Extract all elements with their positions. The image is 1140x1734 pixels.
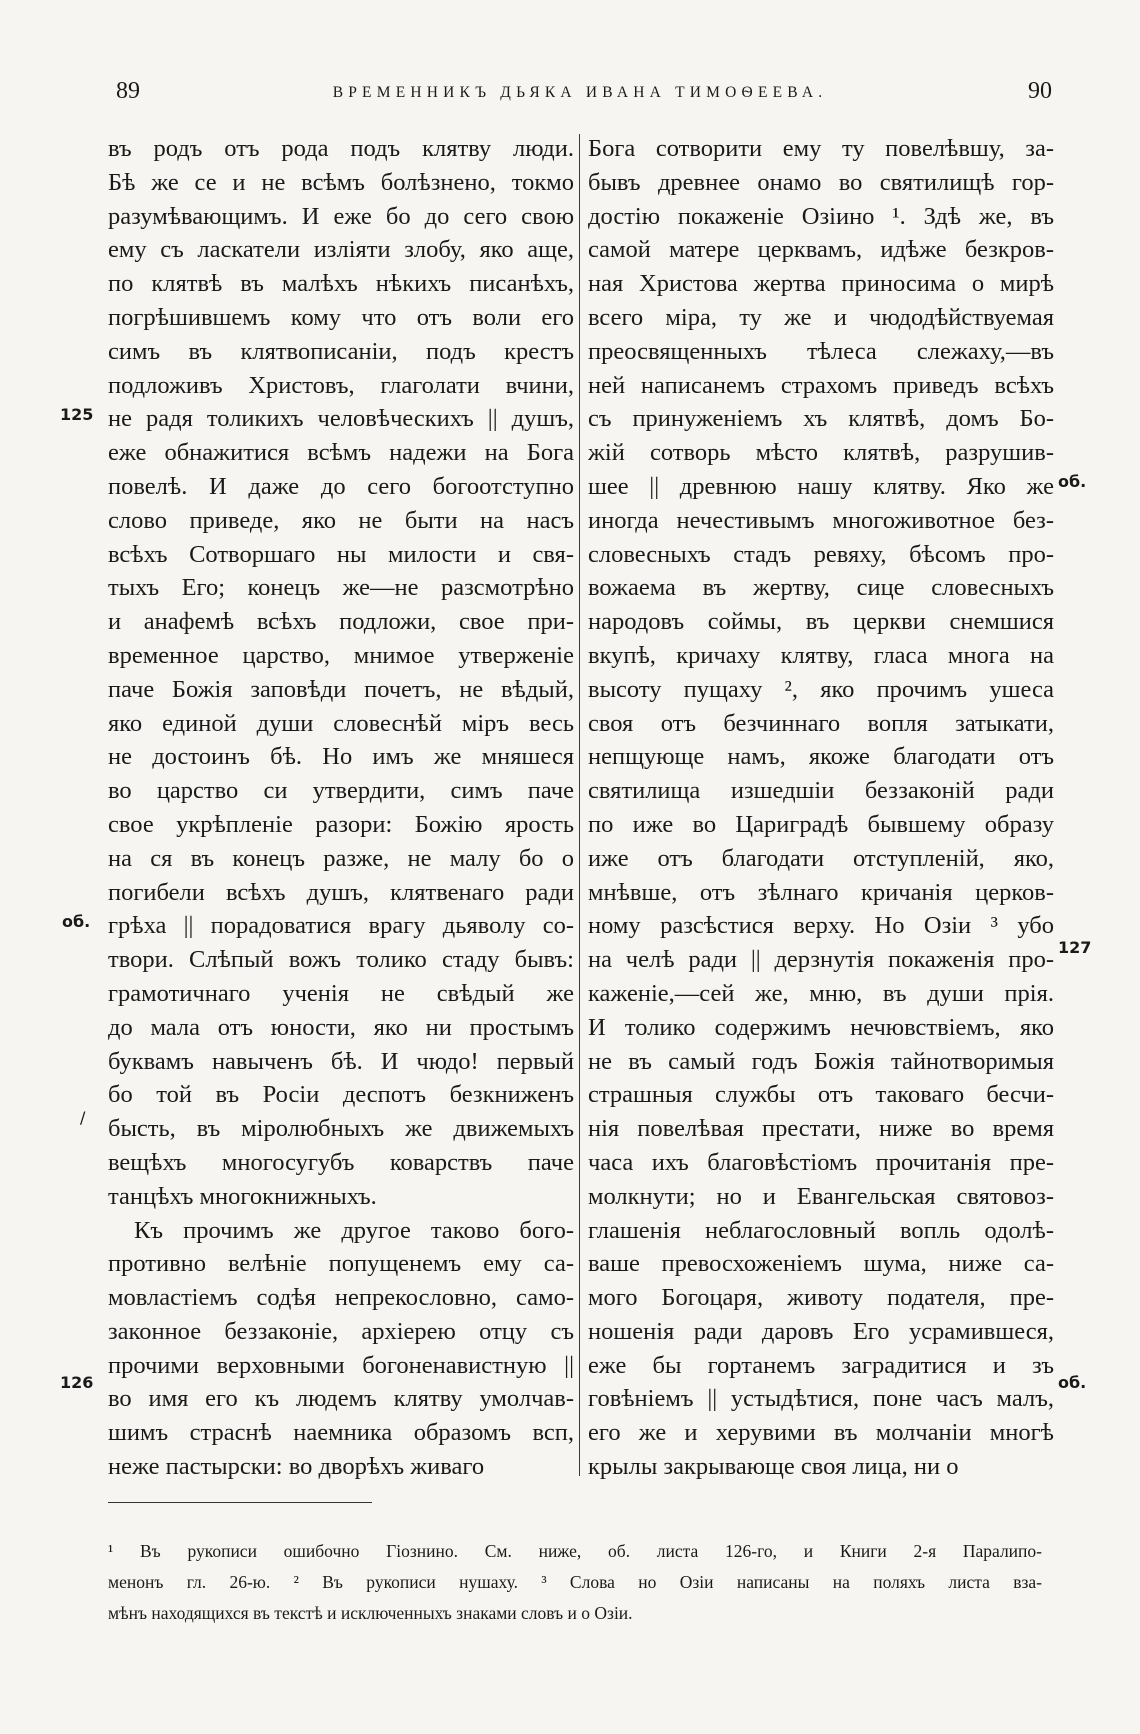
left-column-line: по клятвѣ въ малѣхъ нѣкихъ писанѣхъ,: [108, 270, 574, 298]
right-column-line: ней написанемъ страхомъ приведъ всѣхъ: [588, 371, 1054, 399]
left-column-line: еже обнажитися всѣмъ надежи на Бога: [108, 439, 574, 467]
footnotes-line: ¹ Въ рукописи ошибочно Гіознино. См. ниже, об. листа 126-го, и Книги 2-я Паралипо-: [108, 1541, 1042, 1561]
left-column-line: тыхъ Его; конецъ же—не разсмотрѣно: [108, 574, 574, 602]
right-column-line: на челѣ ради || дерзнутія покаженія про-: [588, 946, 1054, 974]
right-column-line: говѣніемъ || устыдѣтися, поне часъ малъ,: [588, 1385, 1054, 1413]
left-column-line: погибели всѣхъ душъ, клятвенаго ради: [108, 878, 574, 906]
left-column-line: законное беззаконіе, архіерею отцу съ: [108, 1317, 574, 1345]
right-column-line: его же и херувими въ молчаніи многѣ: [588, 1419, 1054, 1447]
left-column-line: и анафемѣ всѣхъ подложи, свое при-: [108, 608, 574, 636]
right-column-line: высоту пущаху ², яко прочимъ ушеса: [588, 675, 1054, 703]
right-column-line: самой матере церквамъ, идѣже безкров-: [588, 236, 1054, 264]
margin-note-127: 127: [1058, 938, 1092, 957]
right-column-line: Бога сотворити ему ту повелѣвшу, за-: [588, 135, 1054, 162]
right-column-line: непщующе намъ, якоже благодати отъ: [588, 743, 1054, 771]
left-column-line: грѣха || порадоватися врагу дьяволу со-: [108, 912, 574, 940]
right-column-line: жій сотворь мѣсто клятвѣ, разрушив-: [588, 439, 1054, 467]
right-column-line: молкнути; но и Евангельская святовоз-: [588, 1182, 1054, 1210]
right-column-line: вкупѣ, кричаху клятву, гласа многа на: [588, 641, 1054, 669]
right-column-line: ношенія ради даровъ Его усрамившеся,: [588, 1317, 1054, 1345]
left-column-line: разумѣвающимъ. И еже бо до сего свою: [108, 202, 574, 230]
right-column-line: крылы закрывающе своя лица, ни о: [588, 1453, 959, 1481]
left-column-line: прочими верховными богоненавистную ||: [108, 1351, 574, 1379]
right-column-line: всего міра, ту же и чюдодѣйствуемая: [588, 303, 1054, 331]
left-column-line: не радя толикихъ человѣческихъ || душъ,: [108, 405, 574, 433]
margin-note-125: 125: [60, 405, 94, 424]
right-column-line: своя отъ безчиннаго вопля затыкати,: [588, 709, 1054, 737]
right-column-line: нія повелѣвая престати, ниже во время: [588, 1115, 1054, 1143]
left-column-line: Бѣ же се и не всѣмъ болѣзнено, токмо: [108, 168, 574, 196]
right-column-line: каженіе,—сей же, мню, въ души прія.: [588, 979, 1054, 1007]
left-column-line: противно велѣніе попущенемъ ему са-: [108, 1250, 574, 1278]
right-column-line: святилища изшедшіи беззаконій ради: [588, 777, 1054, 805]
right-column-line: народовъ соймы, въ церкви снемшися: [588, 608, 1054, 636]
left-column-line: бо той въ Росіи деспотъ безкниженъ: [108, 1081, 574, 1109]
footnotes: [108, 1536, 1042, 1629]
footnotes-line: менонъ гл. 26-ю. ² Въ рукописи нушаху. ³ Слова но Озіи написаны на поляхъ листа вза-: [108, 1572, 1042, 1592]
right-column-line: преосвященныхъ тѣлеса слежаху,—въ: [588, 337, 1054, 365]
margin-stray-mark: /: [80, 1108, 86, 1127]
footnotes-line: мѣнъ находящихся въ текстѣ и исключенныхъ знаками словъ и о Озіи.: [108, 1603, 633, 1623]
right-column-line: бывъ древнее онамо во святилищѣ гор-: [588, 168, 1054, 196]
left-column-line: подложивъ Христовъ, глаголати вчини,: [108, 371, 574, 399]
right-column-line: вожаема въ жертву, сице словесныхъ: [588, 574, 1054, 602]
left-column-line: погрѣшившемъ кому что отъ воли его: [108, 303, 574, 331]
right-column-line: И толико содержимъ нечювствіемъ, яко: [588, 1013, 1054, 1041]
right-column-line: мого Богоцаря, животу подателя, пре-: [588, 1284, 1054, 1312]
right-column: [588, 132, 1054, 1484]
right-column-line: достію покаженіе Озіино ¹. Здѣ же, въ: [588, 202, 1054, 230]
left-column-line: временное царство, мнимое утверженіе: [108, 641, 574, 669]
right-column-line: иже отъ благодати отступленій, яко,: [588, 844, 1054, 872]
right-column-line: страшныя службы отъ таковаго бесчи-: [588, 1081, 1054, 1109]
right-column-line: ная Христова жертва приносима о мирѣ: [588, 270, 1054, 298]
page-number-left: 89: [116, 78, 140, 104]
margin-note-126: 126: [60, 1373, 94, 1392]
right-column-line: мнѣвше, отъ зѣлнаго кричанія церков-: [588, 878, 1054, 906]
right-column-line: иногда нечестивымъ многоживотное без-: [588, 506, 1054, 534]
left-column-line: до мала отъ юности, яко ни простымъ: [108, 1013, 574, 1041]
left-column-line: симъ въ клятвописаніи, подъ крестъ: [108, 337, 574, 365]
left-column-line: твори. Слѣпый вожъ толико стаду бывъ:: [108, 946, 574, 974]
left-column-line: ему съ ласкатели изліяти злобу, яко аще,: [108, 236, 574, 264]
running-title: ВРЕМЕННИКЪ ДЬЯКА ИВАНА ТИМОѲЕЕВА.: [332, 84, 828, 101]
left-column-line: шимъ страснѣ наемника образомъ всп,: [108, 1419, 574, 1447]
right-column-line: часа ихъ благовѣстіомъ прочитанія пре-: [588, 1148, 1054, 1176]
left-column-line: на ся въ конецъ разже, не малу бо о: [108, 844, 574, 872]
left-column-line: паче Божія заповѣди почетъ, не вѣдый,: [108, 675, 574, 703]
left-column-line: во имя его къ людемъ клятву умолчав-: [108, 1385, 574, 1413]
right-column-line: словесныхъ стадъ ревяху, бѣсомъ про-: [588, 540, 1054, 568]
left-column-line: повелѣ. И даже до сего богоотступно: [108, 472, 574, 500]
left-column-line: слово приведе, яко не быти на насъ: [108, 506, 574, 534]
left-column-line: свое укрѣпленіе разори: Божію ярость: [108, 810, 574, 838]
left-column-line: яко единой души словеснѣй міръ весь: [108, 709, 574, 737]
right-column-line: шее || древнюю нашу клятву. Яко же: [588, 472, 1054, 500]
right-column-line: ному разсѣстися верху. Но Озіи ³ убо: [588, 912, 1054, 940]
right-column-line: ваше превосхоженіемъ шума, ниже са-: [588, 1250, 1054, 1278]
margin-note-ob-right-2: об.: [1058, 1373, 1087, 1392]
left-column-line: мовластіемъ содѣя непрекословно, само-: [108, 1284, 574, 1312]
left-column-line: вещѣхъ многосугубъ коварствъ паче: [108, 1148, 574, 1176]
left-column-line: бысть, въ міролюбныхъ же движемыхъ: [108, 1115, 574, 1143]
left-column-line: въ родъ отъ рода подъ клятву люди.: [108, 135, 574, 162]
left-column-line: неже пастырски: во дворѣхъ живаго: [108, 1453, 485, 1481]
column-divider: [579, 134, 580, 1476]
page-number-right: 90: [1028, 78, 1052, 104]
right-column-line: съ принуженіемъ хъ клятвѣ, домъ Бо-: [588, 405, 1054, 433]
right-column-line: глашенія неблагословный вопль одолѣ-: [588, 1216, 1054, 1244]
right-column-line: не въ самый годъ Божія тайнотворимыя: [588, 1047, 1054, 1075]
left-column-line: всѣхъ Сотворшаго ны милости и свя-: [108, 540, 574, 568]
left-column-line: не достоинъ бѣ. Но имъ же мняшеся: [108, 743, 574, 771]
margin-note-ob-right-1: об.: [1058, 472, 1087, 491]
footnote-rule: [108, 1502, 372, 1503]
left-column-line: танцѣхъ многокнижныхъ.: [108, 1182, 377, 1210]
right-column-line: по иже во Цариградѣ бывшему образу: [588, 810, 1054, 838]
left-column-line: во царство си утвердити, симъ паче: [108, 777, 574, 805]
right-column-line: еже бы гортанемъ заградитися и зъ: [588, 1351, 1054, 1379]
left-column: [108, 132, 574, 1484]
left-column-line: грамотичнаго ученія не свѣдый же: [108, 979, 574, 1007]
margin-note-ob-left: об.: [62, 912, 91, 931]
left-column-line: буквамъ навыченъ бѣ. И чюдо! первый: [108, 1047, 574, 1075]
left-column-line: Къ прочимъ же другое таково бого-: [134, 1216, 574, 1244]
